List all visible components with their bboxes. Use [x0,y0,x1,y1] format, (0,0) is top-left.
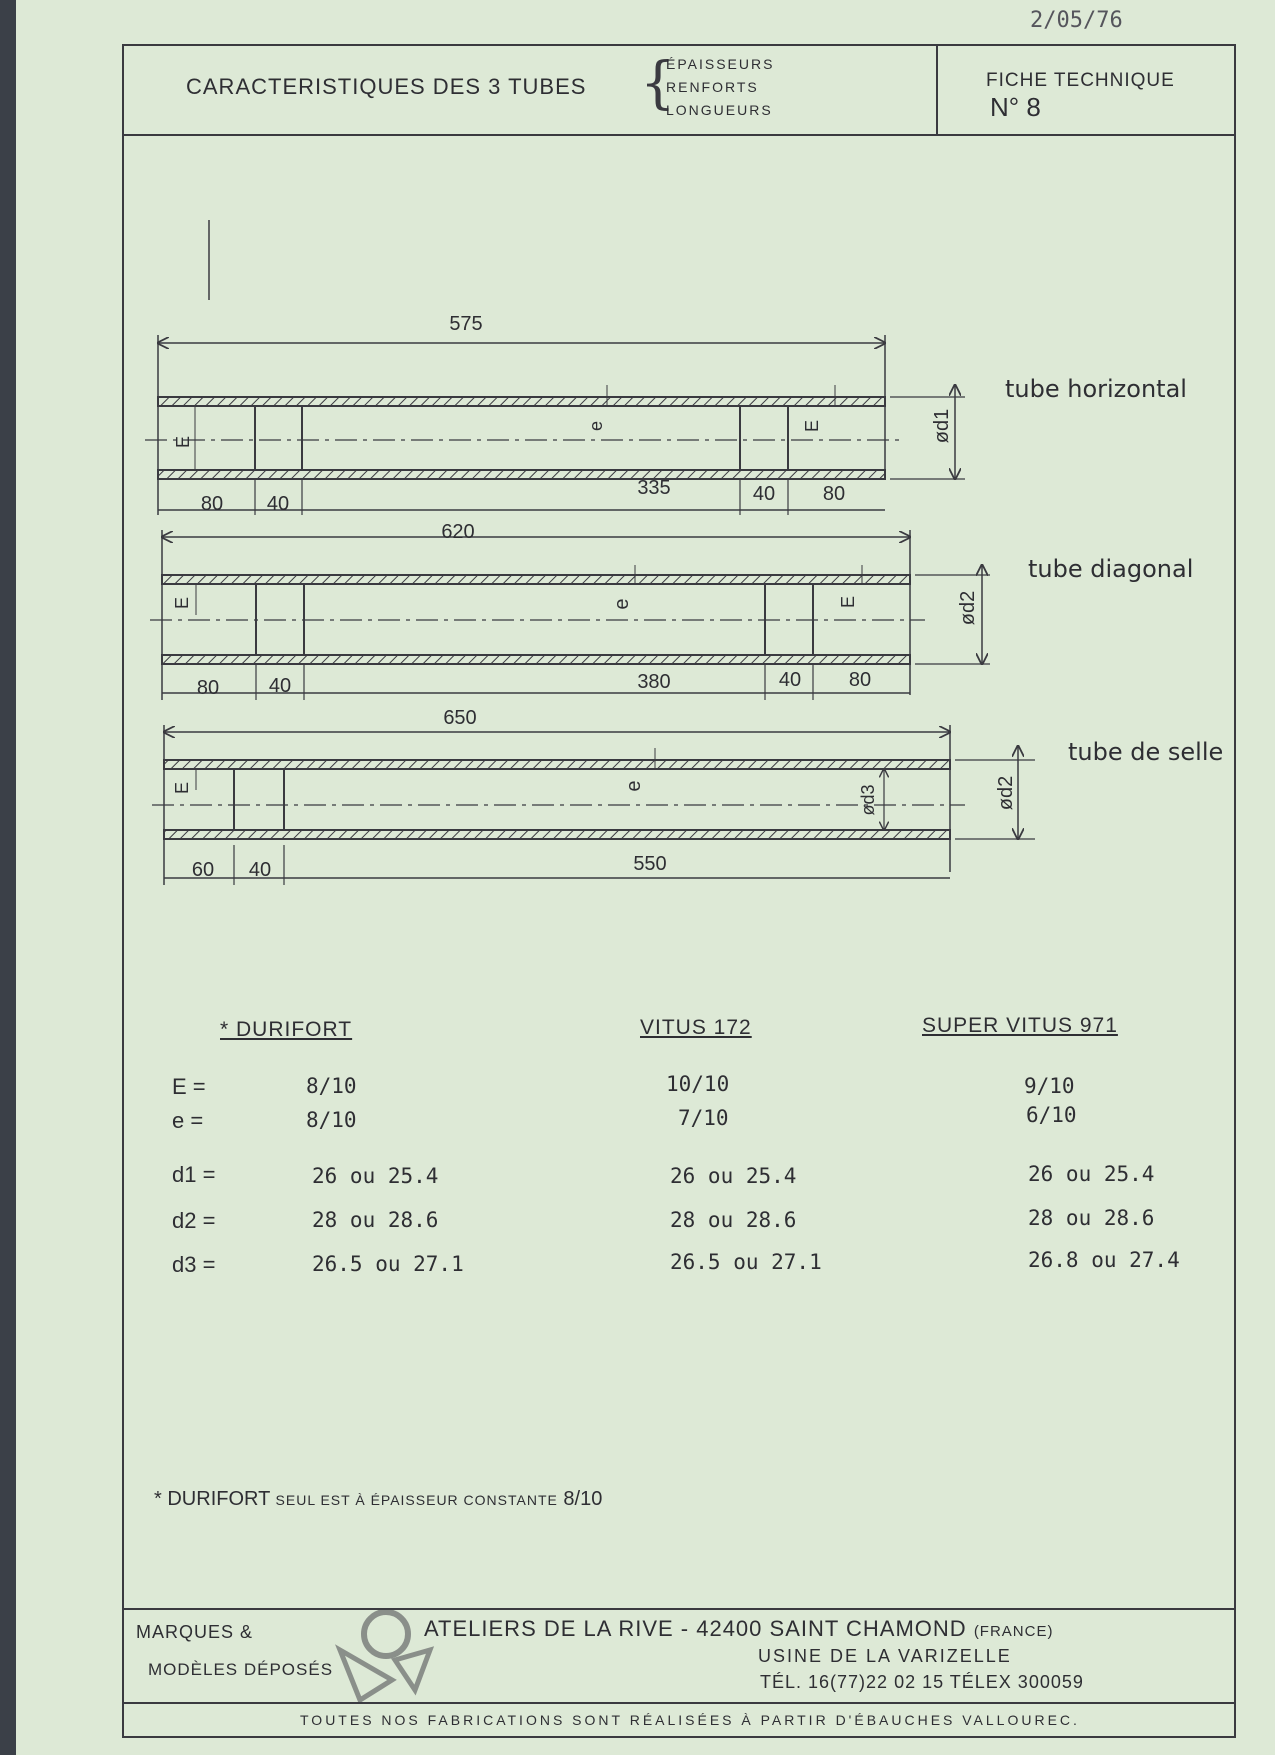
footer-country: (FRANCE) [973,1623,1054,1640]
footnote-value: 8/10 [563,1488,603,1510]
tube2-seg3: 380 [637,671,671,693]
footer-tel: TÉL. 16(77)22 02 15 TÉLEX 300059 [760,1672,1084,1692]
tube3-name: tube de selle [1068,738,1224,766]
cell: 9/10 [1024,1074,1075,1098]
tube3-E: E [172,781,192,795]
footer-marques: MARQUES & [136,1622,254,1642]
fiche-number: N° 8 [990,92,1041,122]
tube2-total-length: 620 [441,521,475,543]
cell: 26 ou 25.4 [670,1164,797,1188]
tube1-seg3: 335 [637,477,671,499]
tube-selle-drawing [152,725,1035,885]
tube1-seg2: 40 [266,493,290,515]
tube3-seg2: 40 [248,859,272,881]
tube2-name: tube diagonal [1028,555,1194,583]
footer-divider-top [122,1608,1236,1610]
tube1-name: tube horizontal [1005,375,1187,403]
cell: 26.8 ou 27.4 [1028,1248,1180,1272]
row-label-e: e = [172,1108,204,1133]
company-logo [340,1612,430,1700]
brace-icon: { [640,51,676,116]
tube1-E-left: E [173,435,193,449]
footer-divider-bottom [122,1702,1236,1704]
cell: 8/10 [306,1108,357,1132]
tube2-E-right: E [838,595,858,609]
col-vitus-172: VITUS 172 [640,1016,752,1039]
tube1-seg1: 80 [200,493,224,515]
cell: 10/10 [666,1072,730,1096]
tube3-e: e [623,780,645,792]
cell: 26.5 ou 27.1 [670,1250,822,1274]
cell: 8/10 [306,1074,357,1098]
cell: 28 ou 28.6 [670,1208,797,1232]
footer-bottom-line: TOUTES NOS FABRICATIONS SONT RÉALISÉES À PARTIR D'ÉBAUCHES VALLOUREC. [300,1712,1080,1728]
tube2-seg1: 80 [196,677,220,699]
tube2-diameter: ød2 [957,590,979,626]
col-super-vitus-971: SUPER VITUS 971 [922,1014,1118,1037]
cell: 26.5 ou 27.1 [312,1252,464,1276]
sub-item-renforts: RENFORTS [666,79,759,95]
tube3-diameter: ød2 [995,775,1017,811]
col-durifort: * DURIFORT [220,1018,353,1041]
sheet-title: CARACTERISTIQUES DES 3 TUBES [186,74,587,99]
tube1-total-length: 575 [449,313,483,335]
footnote [154,1488,602,1511]
handwritten-date: 2/05/76 [1030,8,1123,33]
row-label-d1: d1 = [172,1162,216,1187]
footer-modeles: MODÈLES DÉPOSÉS [148,1660,334,1679]
tube1-E-right: E [802,419,822,433]
row-label-d3: d3 = [172,1252,216,1277]
footer-usine: USINE DE LA VARIZELLE [758,1646,1012,1666]
tube1-diameter: ød1 [931,408,953,444]
tube1-e: e [586,420,606,432]
tube2-seg4: 40 [778,669,802,691]
tube1-seg4: 40 [752,483,776,505]
cell: 6/10 [1026,1103,1077,1127]
tube1-seg5: 80 [822,483,846,505]
footer-company-name: ATELIERS DE LA RIVE - 42400 SAINT CHAMOND [424,1616,967,1641]
cell: 26 ou 25.4 [312,1164,439,1188]
tube2-E-left: E [172,596,192,610]
tube3-total-length: 650 [443,707,477,729]
sub-item-epaisseurs: ÉPAISSEURS [666,56,775,72]
cell: 26 ou 25.4 [1028,1162,1155,1186]
tube2-seg2: 40 [268,675,292,697]
fiche-label: FICHE TECHNIQUE [986,70,1175,91]
tube3-inner-diameter: ød3 [858,784,878,816]
tube3-seg3: 550 [633,853,667,875]
cell: 28 ou 28.6 [1028,1206,1155,1230]
footnote-text: SEUL EST À ÉPAISSEUR CONSTANTE [275,1492,558,1508]
footnote-brand: DURIFORT [167,1488,270,1510]
tube2-seg5: 80 [848,669,872,691]
tube3-seg1: 60 [191,859,215,881]
cell: 28 ou 28.6 [312,1208,439,1232]
row-label-E: E = [172,1074,206,1099]
footnote-star: * [154,1488,162,1510]
footer-company [424,1616,1053,1642]
cell: 7/10 [678,1106,729,1130]
row-label-d2: d2 = [172,1208,216,1233]
sub-item-longueurs: LONGUEURS [666,102,773,118]
tube2-e: e [611,598,633,610]
